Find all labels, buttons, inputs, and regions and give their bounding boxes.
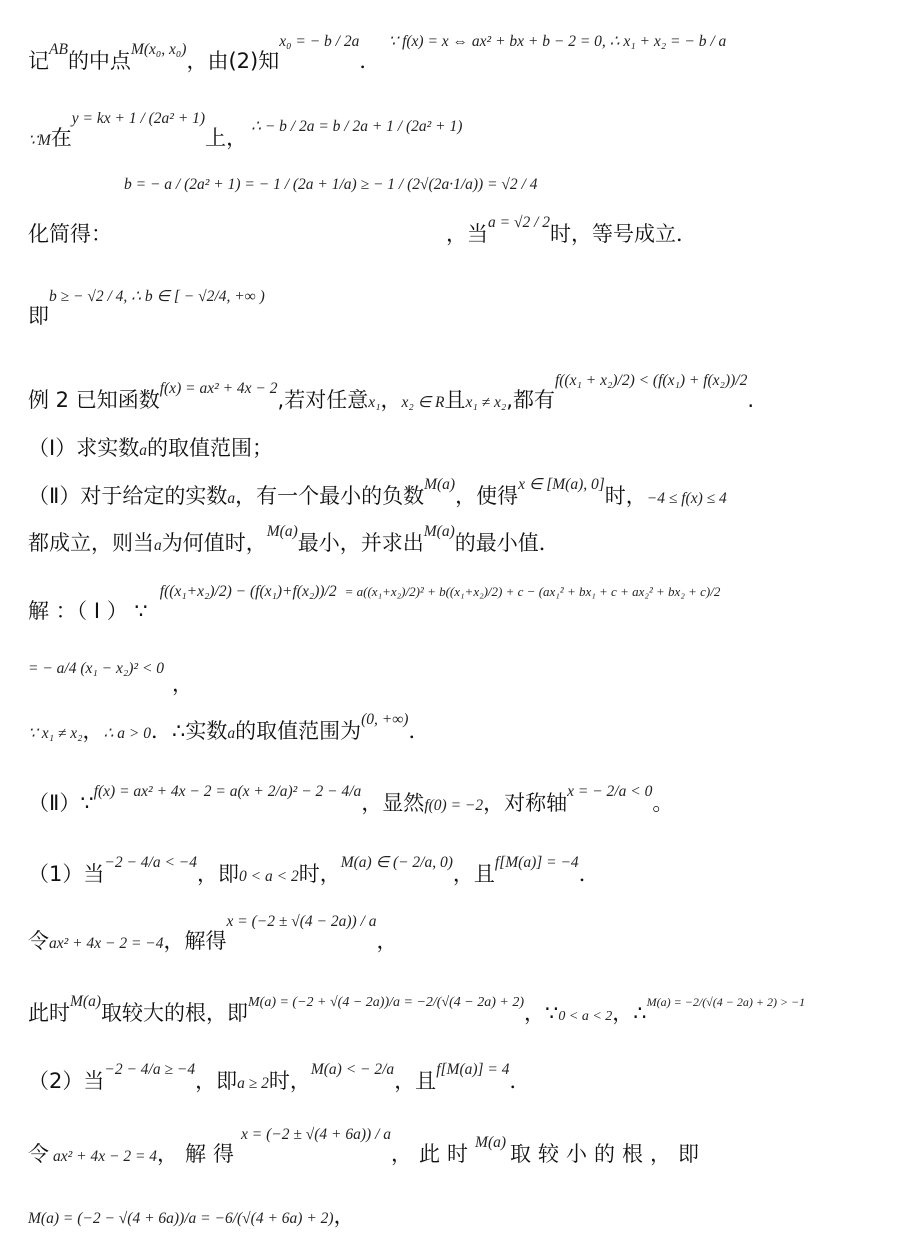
math: f(x) = ax² + 4x − 2	[159, 380, 278, 397]
text: ，当$^{a = √2 / 2}$时，等号成立．	[446, 214, 698, 246]
math: = − a/4 (x₁ − x₂)² < 0	[28, 660, 165, 677]
math: f((x₁+x₂)/2) − (f(x₁)+f(x₂))/2	[159, 583, 337, 600]
math: M(x₀, x₀)	[130, 41, 187, 58]
line-3	[124, 176, 537, 194]
text: 取较小的根，即	[510, 1142, 707, 1166]
line-17	[28, 1061, 531, 1095]
math: x = (−2 ± √(4 − 2a)) / a	[226, 913, 377, 930]
line-7	[28, 432, 273, 462]
text: （Ⅱ）∵	[28, 791, 94, 815]
math: a ≥ 2	[237, 1075, 269, 1092]
math: f((x₁ + x₂)/2) < (f(x₁) + f(x₂))/2	[554, 372, 748, 389]
math: 0 < a < 2	[239, 868, 299, 885]
line-8	[28, 476, 727, 510]
math: M(a) ∈ (− 2/a, 0)	[340, 854, 453, 871]
text: ,都有	[506, 388, 555, 412]
text: .	[747, 388, 755, 412]
math: M(a) = (−2 − √(4 + 6a))/a = −6/(√(4 + 6a) + 2)	[28, 1210, 334, 1227]
text: ，	[82, 719, 104, 743]
text: 记	[28, 49, 49, 73]
math: M(a)	[475, 1134, 507, 1151]
text: ，即	[195, 1069, 238, 1093]
math: x₂ ∈ R	[401, 394, 445, 411]
math: M(a)	[424, 476, 456, 493]
math: 0 < a < 2	[558, 1009, 613, 1024]
text: 取较大的根，即	[101, 1001, 248, 1025]
text: 的最小值．	[454, 531, 560, 555]
text: ．	[359, 49, 381, 73]
line-5	[28, 288, 265, 330]
line-1	[28, 33, 727, 75]
line-15	[28, 913, 398, 955]
line-19	[28, 1200, 355, 1230]
text: 时，	[268, 1069, 311, 1093]
math: f[M(a)] = 4	[436, 1061, 510, 1078]
text: 在	[50, 126, 72, 150]
text: 令	[28, 929, 49, 953]
math: x = (−2 ± √(4 + 6a)) / a	[241, 1126, 392, 1143]
line-18	[28, 1126, 707, 1168]
text: ，且	[394, 1069, 437, 1093]
math: M(a) = (−2 + √(4 − 2a))/a = −2/(√(4 − 2a) + 2)	[248, 995, 525, 1010]
math: ax² + 4x − 2 = −4	[49, 935, 164, 952]
math: M(a) < − 2/a	[310, 1061, 395, 1078]
text: 令	[28, 1142, 49, 1166]
text: ，使得	[455, 484, 519, 508]
text: 时，	[604, 484, 647, 508]
text: 即	[28, 304, 49, 328]
text: ，且	[452, 862, 495, 886]
text: 化简得：	[28, 222, 112, 246]
math: a = √2 / 2	[488, 214, 551, 231]
line-11	[28, 650, 194, 696]
math: f[M(a)] = −4	[494, 854, 579, 871]
math: ∴ − b / 2a = b / 2a + 1 / (2a² + 1)	[251, 118, 463, 135]
line-16	[28, 993, 806, 1027]
math: b = − a / (2a² + 1) = − 1 / (2a + 1/a) ≥ − 1 / (2√(2a·1/a)) = √2 / 4	[124, 176, 538, 193]
text: ，	[380, 388, 402, 412]
text: ．	[408, 719, 430, 743]
math: ∵ x₁ ≠ x₂	[28, 725, 83, 742]
text: 上，	[205, 126, 248, 150]
text: ,若对任意	[277, 388, 369, 412]
math: −4 ≤ f(x) ≤ 4	[646, 490, 727, 507]
math: ∵ f(x) = x ⇔ ax² + bx + b − 2 = 0, ∴ x₁ + x₂ = − b / a	[388, 33, 727, 50]
text: ，解得	[163, 929, 227, 953]
math: y = kx + 1 / (2a² + 1)	[71, 110, 206, 127]
math: b ≥ − √2 / 4, ∴ b ∈ [ − √2/4, +∞ )	[49, 288, 265, 305]
text: （1）当	[28, 862, 105, 886]
text: ，解得	[157, 1142, 242, 1166]
text: ，对称轴	[483, 791, 568, 815]
text: ，此时	[391, 1142, 476, 1166]
text: 例 2 已知函数	[28, 388, 160, 412]
math: f(x) = ax² + 4x − 2 = a(x + 2/a)² − 2 − 4/a	[93, 783, 362, 800]
math: x₀ = − b / 2a	[279, 33, 360, 50]
text: ，	[376, 929, 398, 953]
math: a	[139, 442, 147, 459]
text: 最小，并求出	[297, 531, 424, 555]
text: 为何值时，	[161, 531, 267, 555]
math: M(a)	[266, 523, 298, 540]
line-6	[28, 372, 755, 414]
math: x ∈ [M(a), 0]	[518, 476, 605, 493]
math: −2 − 4/a ≥ −4	[104, 1061, 196, 1078]
text: 。	[652, 791, 674, 815]
text: ，由(2)知	[186, 49, 280, 73]
math: M(a)	[423, 523, 455, 540]
math: f(0) = −2	[424, 797, 484, 814]
math: AB	[49, 41, 68, 58]
math: M(a) = −2/(√(4 − 2a) + 2) > −1	[646, 995, 806, 1009]
math: ∴ a > 0	[103, 725, 151, 742]
text: 都成立，则当	[28, 531, 154, 555]
text: 此时	[28, 1001, 70, 1025]
text: 且	[444, 388, 466, 412]
line-9	[28, 523, 560, 557]
line-12	[28, 711, 430, 745]
line-2	[28, 110, 463, 152]
text: ．	[578, 862, 600, 886]
text: （2）当	[28, 1069, 105, 1093]
math: x₁	[368, 394, 381, 411]
math: −2 − 4/a < −4	[104, 854, 198, 871]
text: 时，	[298, 862, 341, 886]
text: ，显然	[361, 791, 425, 815]
math: ∵M	[28, 132, 51, 149]
text: （Ⅱ）对于给定的实数	[28, 484, 228, 508]
text: ，	[172, 672, 194, 696]
text: 的取值范围为	[235, 719, 362, 743]
math: (0, +∞)	[361, 711, 409, 728]
text: 的取值范围；	[146, 436, 273, 460]
math: = a((x₁+x₂)/2)² + b((x₁+x₂)/2) + c − (ax₁² + bx₁ + c + ax₂² + bx₂ + c)/2	[344, 584, 721, 599]
line-13	[28, 783, 674, 817]
math: ax² + 4x − 2 = 4	[53, 1148, 158, 1165]
text: ，∵	[524, 1001, 559, 1025]
math: a	[227, 725, 236, 742]
text: （Ⅰ）求实数	[28, 436, 140, 460]
math: a	[154, 537, 162, 554]
math: M(a)	[70, 993, 101, 1010]
text: ，∴	[612, 1001, 647, 1025]
text: 的中点	[67, 49, 131, 73]
text: 解 ：（ Ⅰ ） ∵	[28, 599, 148, 623]
line-10	[28, 583, 721, 625]
math: x₁ ≠ x₂	[465, 394, 507, 411]
text: ，有一个最小的负数	[235, 484, 425, 508]
text: ．	[509, 1069, 531, 1093]
line-14	[28, 854, 600, 888]
text: ．∴实数	[150, 719, 228, 743]
math: a	[227, 490, 236, 507]
line-4	[28, 214, 698, 248]
text: ，	[333, 1204, 355, 1228]
text: ，即	[197, 862, 240, 886]
math: x = − 2/a < 0	[567, 783, 653, 800]
